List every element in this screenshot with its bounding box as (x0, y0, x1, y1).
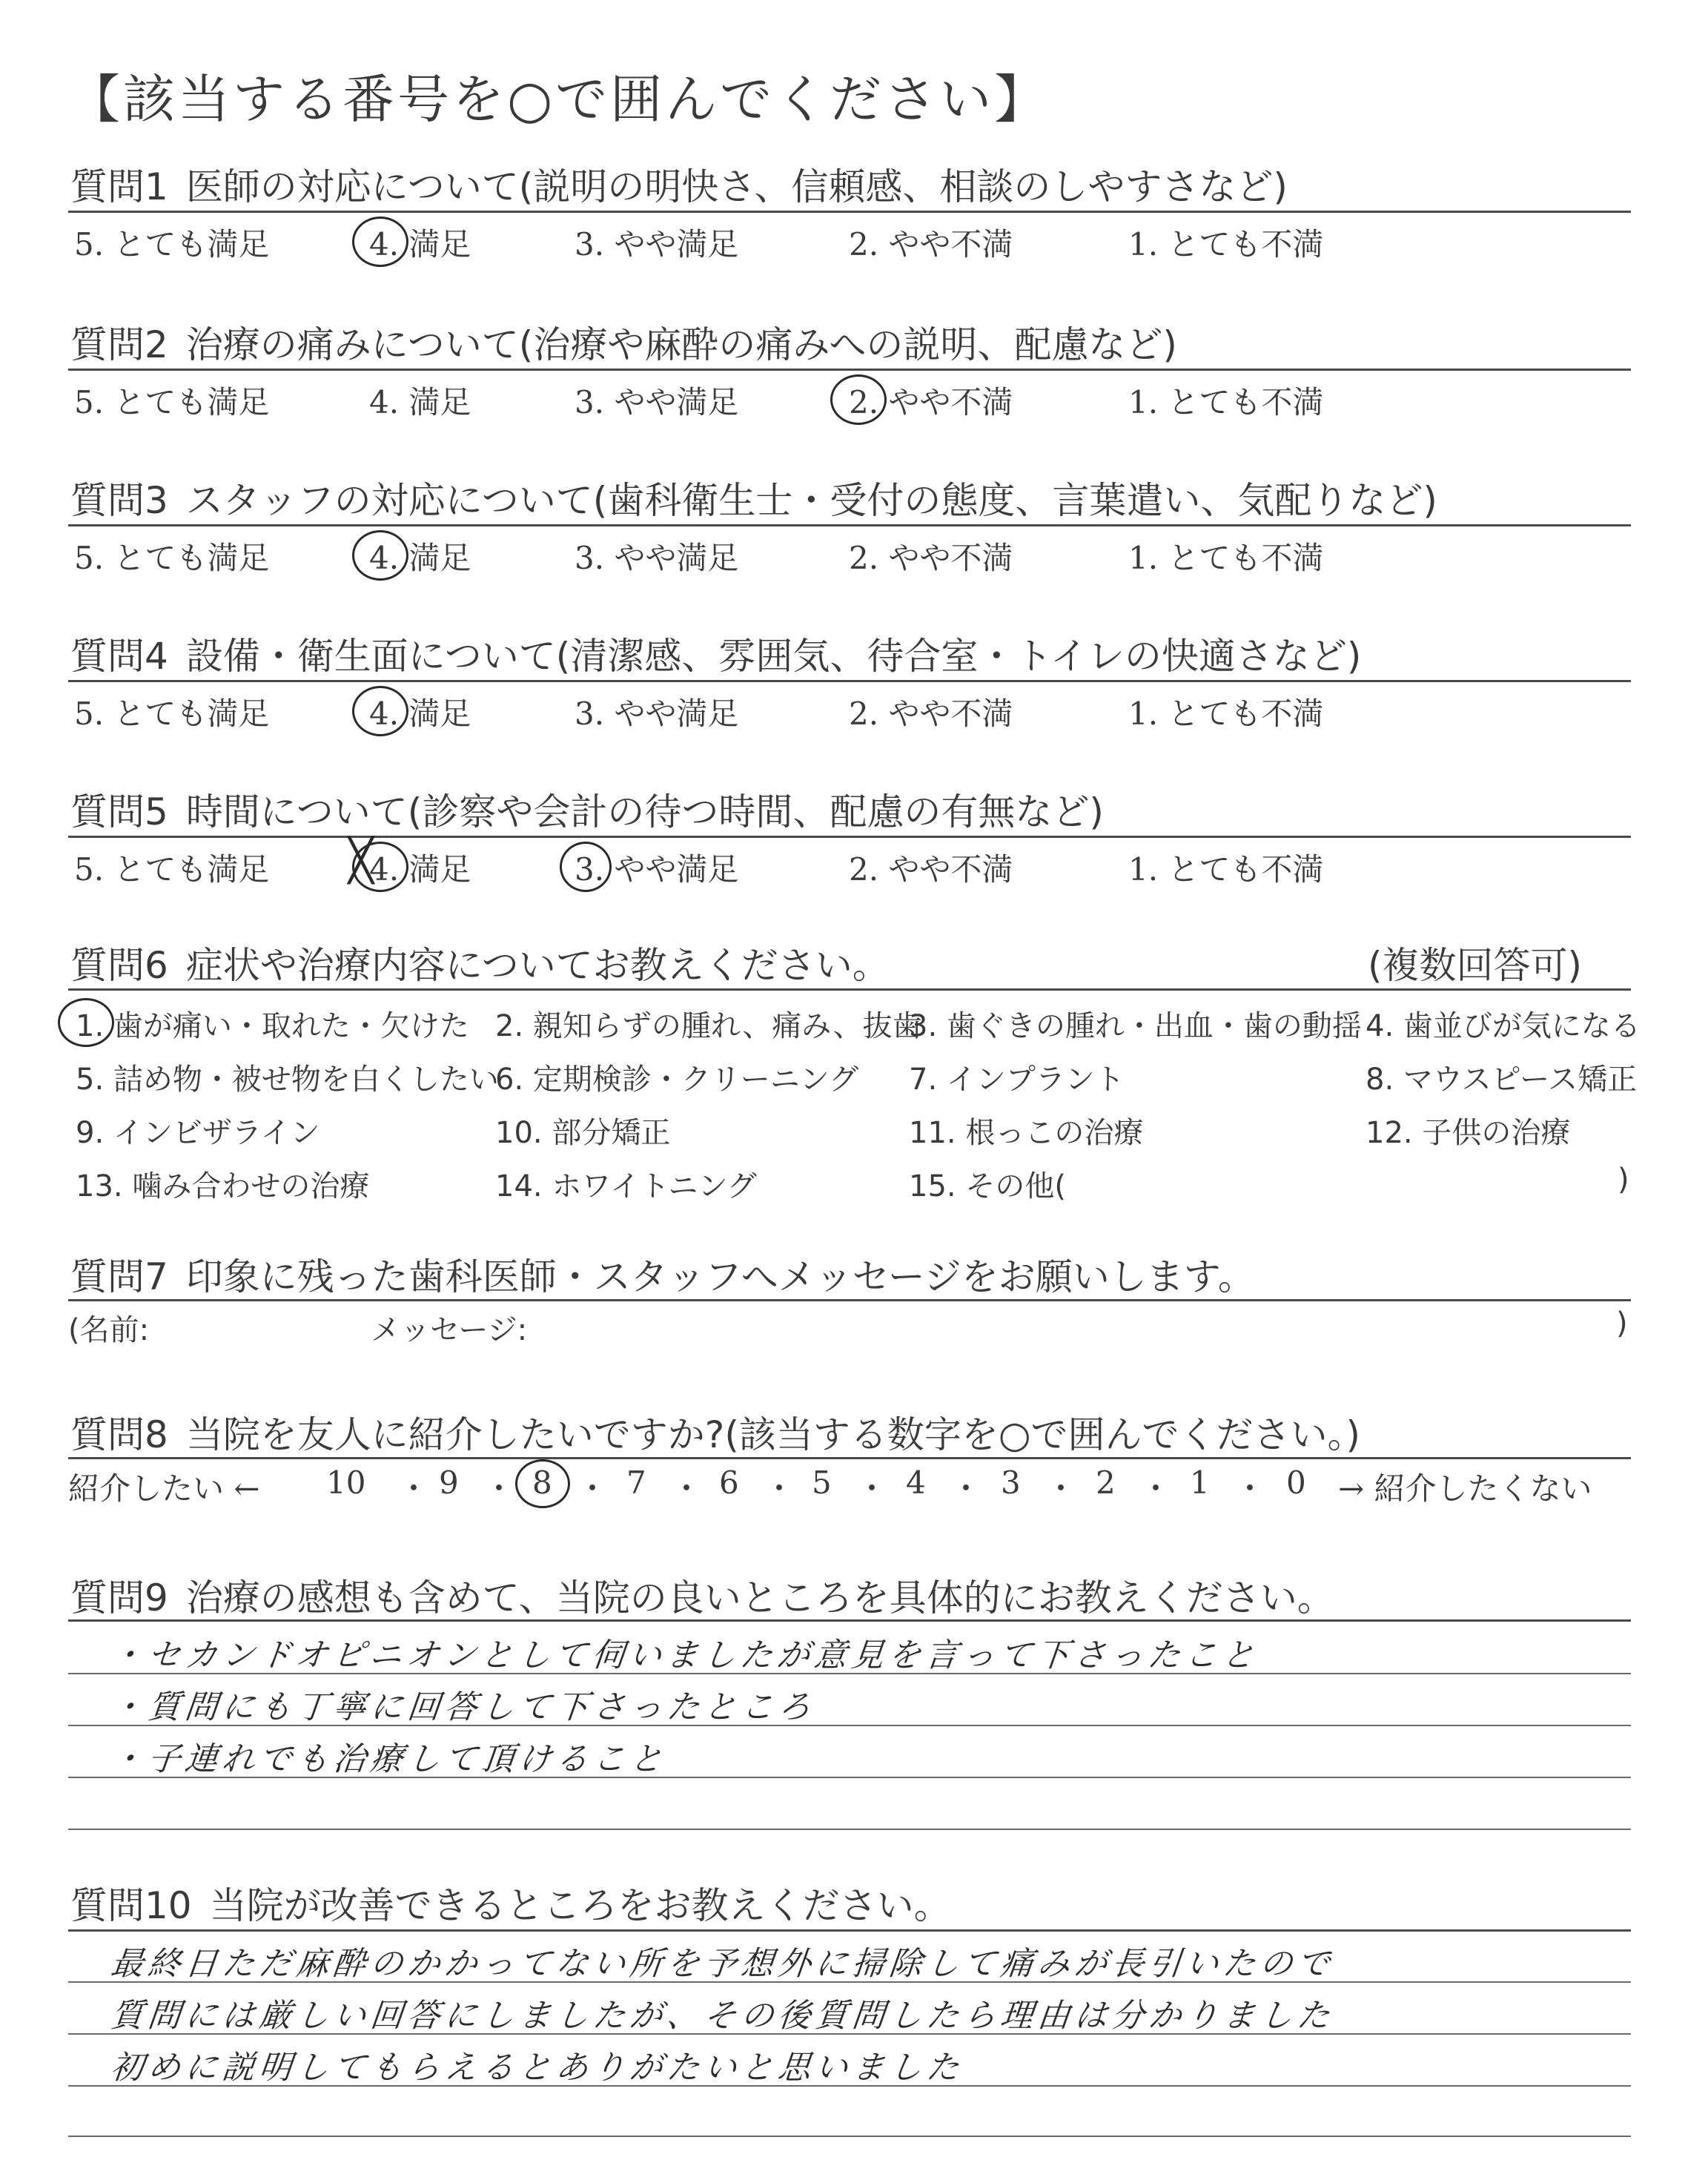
question-5 (70, 782, 1104, 836)
rating-option-2[interactable]: 2. やや不満 (849, 540, 1013, 576)
question-text: 当院を友人に紹介したいですか?(該当する数字を○で囲んでください。) (185, 1413, 1360, 1456)
rating-option-3[interactable]: 3. やや満足 (575, 540, 739, 576)
scale-dot: ・ (398, 1470, 430, 1507)
question-text: スタッフの対応について(歯科衛生士・受付の態度、言葉遣い、気配りなど) (185, 479, 1437, 522)
checklist-item-11[interactable]: 11. 根っこの治療 (909, 1116, 1144, 1150)
question-2 (70, 315, 1177, 369)
rating-option-5[interactable]: 5. とても満足 (74, 851, 270, 888)
question-text: 治療の感想も含めて、当院の良いところを具体的にお教えください。 (185, 1576, 1334, 1619)
rating-option-2[interactable]: 2. やや不満 (849, 384, 1013, 420)
question-number: 質問3 (70, 479, 168, 522)
question-number: 質問6 (70, 944, 168, 987)
question-text: 当院が改善できるところをお教えください。 (209, 1884, 951, 1927)
rating-option-2[interactable]: 2. やや不満 (849, 696, 1013, 732)
question-text: 設備・衛生面について(清潔感、雰囲気、待合室・トイレの快適さなど) (185, 635, 1362, 678)
scale-dot: ・ (483, 1470, 515, 1507)
scale-0[interactable]: 0 (1286, 1464, 1306, 1501)
checklist-item-12[interactable]: 12. 子供の治療 (1366, 1116, 1571, 1150)
handwritten-answer: ・セカンドオピニオンとして伺いましたが意見を言って下さったこと (108, 1636, 1261, 1674)
checklist-item-3[interactable]: 3. 歯ぐきの腫れ・出血・歯の動揺 (909, 1009, 1362, 1043)
rating-option-2[interactable]: 2. やや不満 (849, 226, 1013, 262)
question-number: 質問4 (70, 635, 168, 678)
divider (68, 836, 1631, 838)
divider (68, 1299, 1631, 1301)
divider (68, 1457, 1631, 1459)
rating-option-3[interactable]: 3. やや満足 (575, 226, 739, 262)
rating-option-3[interactable]: 3. やや満足 (575, 851, 739, 888)
writing-line (68, 2136, 1631, 2137)
question-3 (70, 471, 1437, 524)
scale-5[interactable]: 5 (812, 1464, 832, 1501)
question-number: 質問7 (70, 1255, 168, 1298)
question-text: 時間について(診察や会計の待つ時間、配慮の有無など) (185, 790, 1104, 833)
divider (68, 369, 1631, 371)
scale-2[interactable]: 2 (1096, 1464, 1116, 1501)
rating-option-5[interactable]: 5. とても満足 (74, 696, 270, 732)
page-title: 【該当する番号を○で囲んでください】 (68, 69, 1050, 130)
scale-1[interactable]: 1 (1190, 1464, 1210, 1501)
writing-line (68, 2085, 1631, 2087)
checklist-item-9[interactable]: 9. インビザライン (76, 1116, 320, 1150)
checklist-item-5[interactable]: 5. 詰め物・被せ物を白くしたい (76, 1063, 499, 1097)
checklist-item-2[interactable]: 2. 親知らずの腫れ、痛み、抜歯 (495, 1009, 922, 1043)
rating-option-5[interactable]: 5. とても満足 (74, 226, 270, 262)
scale-dot: ・ (950, 1470, 982, 1507)
checklist-item-8[interactable]: 8. マウスピース矯正 (1366, 1063, 1638, 1097)
divider (68, 524, 1631, 526)
checklist-item-10[interactable]: 10. 部分矯正 (495, 1116, 671, 1150)
rating-option-4[interactable]: 4. 満足 (369, 696, 471, 732)
rating-option-4[interactable]: 4. 満足 (369, 851, 471, 888)
rating-option-4[interactable]: 4. 満足 (369, 540, 471, 576)
rating-option-3[interactable]: 3. やや満足 (575, 696, 739, 732)
scale-9[interactable]: 9 (439, 1464, 459, 1501)
checklist-item-14[interactable]: 14. ホワイトニング (495, 1169, 757, 1203)
writing-line (68, 1829, 1631, 1830)
recommend-left-label: 紹介したい ← (68, 1470, 260, 1507)
handwritten-answer: 質問には厳しい回答にしましたが、その後質問したら理由は分かりました (108, 1997, 1337, 2035)
multiple-answer-note: (複数回答可) (1368, 944, 1583, 987)
question-9 (70, 1568, 1334, 1622)
question-1 (70, 157, 1288, 211)
handwritten-answer: 最終日ただ麻酔のかかってない所を予想外に掃除して痛みが長引いたので (108, 1945, 1337, 1983)
question-4 (70, 627, 1361, 680)
question-number: 質問1 (70, 165, 168, 208)
scale-dot: ・ (671, 1470, 703, 1507)
recommend-right-label: → 紹介したくない (1338, 1470, 1592, 1507)
checklist-item-13[interactable]: 13. 噛み合わせの治療 (76, 1169, 370, 1203)
scale-6[interactable]: 6 (719, 1464, 739, 1501)
question-10 (70, 1876, 951, 1929)
question-number: 質問8 (70, 1413, 168, 1456)
rating-option-2[interactable]: 2. やや不満 (849, 851, 1013, 888)
checklist-item-4[interactable]: 4. 歯並びが気になる (1366, 1009, 1641, 1043)
rating-option-1[interactable]: 1. とても不満 (1128, 696, 1324, 732)
handwritten-answer: ・子連れでも治療して頂けること (108, 1740, 669, 1778)
cross-out-mark: ╳ (348, 836, 374, 885)
rating-option-5[interactable]: 5. とても満足 (74, 540, 270, 576)
scale-dot: ・ (1234, 1470, 1266, 1507)
divider (68, 988, 1631, 991)
rating-option-3[interactable]: 3. やや満足 (575, 384, 739, 420)
checklist-item-6[interactable]: 6. 定期検診・クリーニング (495, 1063, 859, 1097)
rating-option-4[interactable]: 4. 満足 (369, 226, 471, 262)
question-number: 質問2 (70, 323, 168, 366)
divider (68, 1619, 1631, 1622)
scale-3[interactable]: 3 (1001, 1464, 1021, 1501)
rating-option-1[interactable]: 1. とても不満 (1128, 540, 1324, 576)
question-number: 質問5 (70, 790, 168, 833)
question-7 (70, 1247, 1255, 1301)
question-text: 治療の痛みについて(治療や麻酔の痛みへの説明、配慮など) (185, 323, 1177, 366)
message-close-paren: ) (1616, 1307, 1628, 1341)
question-number: 質問9 (70, 1576, 168, 1619)
question-text: 症状や治療内容についてお教えください。 (185, 944, 890, 987)
name-label: (名前: (68, 1313, 150, 1347)
question-text: 医師の対応について(説明の明快さ、信頼感、相談のしやすさなど) (185, 165, 1288, 208)
scale-dot: ・ (764, 1470, 795, 1507)
writing-line (68, 2033, 1631, 2035)
rating-option-4[interactable]: 4. 満足 (369, 384, 471, 420)
question-6 (70, 936, 890, 989)
checklist-item-1[interactable]: 1. 歯が痛い・取れた・欠けた (76, 1009, 469, 1043)
question-8 (70, 1405, 1360, 1459)
rating-option-5[interactable]: 5. とても満足 (74, 384, 270, 420)
divider (68, 1929, 1631, 1932)
scale-dot: ・ (577, 1470, 609, 1507)
divider (68, 680, 1631, 682)
scale-10[interactable]: 10 (326, 1464, 366, 1501)
scale-dot: ・ (1045, 1470, 1077, 1507)
checklist-item-7[interactable]: 7. インプラント (909, 1063, 1125, 1097)
writing-line (68, 1673, 1631, 1674)
writing-line (68, 1777, 1631, 1778)
rating-option-1[interactable]: 1. とても不満 (1128, 226, 1324, 262)
handwritten-answer: ・質問にも丁寧に回答して下さったところ (108, 1688, 818, 1726)
other-close-paren: ) (1618, 1163, 1629, 1197)
rating-option-1[interactable]: 1. とても不満 (1128, 384, 1324, 420)
scale-7[interactable]: 7 (626, 1464, 646, 1501)
checklist-item-15[interactable]: 15. その他( (909, 1169, 1066, 1203)
message-label: メッセージ: (371, 1313, 528, 1347)
question-text: 印象に残った歯科医師・スタッフへメッセージをお願いします。 (185, 1255, 1255, 1298)
question-number: 質問10 (70, 1884, 192, 1927)
scale-dot: ・ (856, 1470, 888, 1507)
handwritten-answer: 初めに説明してもらえるとありがたいと思いました (108, 2049, 966, 2087)
writing-line (68, 1725, 1631, 1726)
scale-dot: ・ (1140, 1470, 1172, 1507)
scale-8[interactable]: 8 (532, 1464, 552, 1501)
scale-4[interactable]: 4 (906, 1464, 926, 1501)
divider (68, 211, 1631, 213)
rating-option-1[interactable]: 1. とても不満 (1128, 851, 1324, 888)
writing-line (68, 1981, 1631, 1983)
